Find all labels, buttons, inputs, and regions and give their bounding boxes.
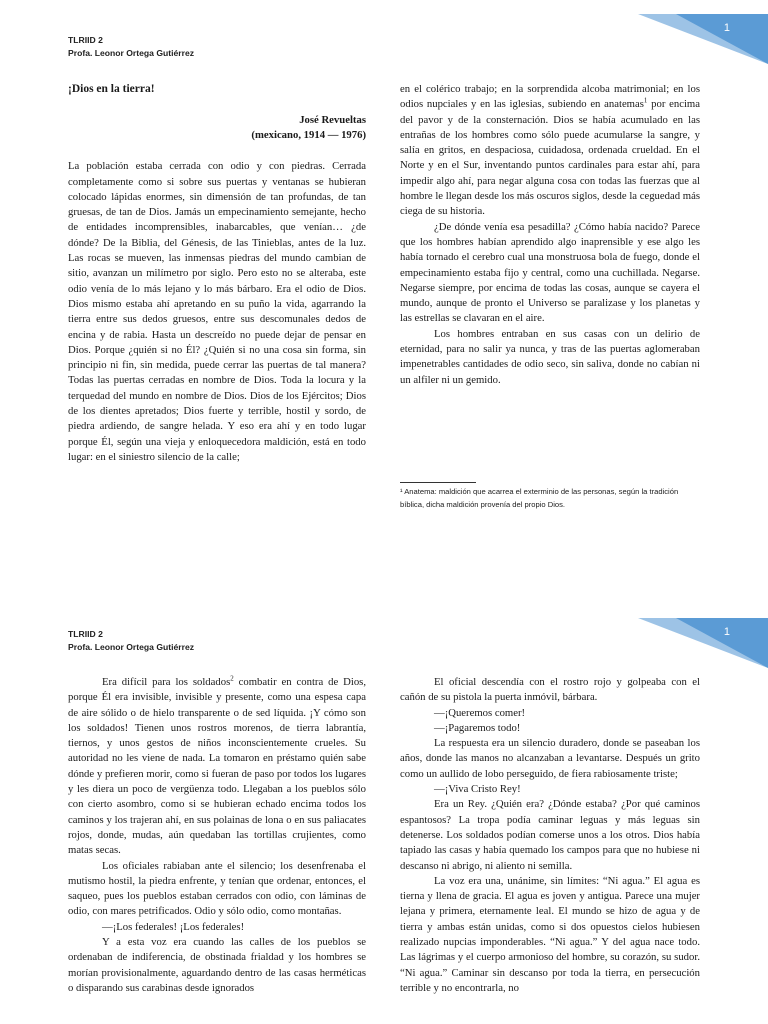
corner-ribbon-decoration (638, 618, 768, 668)
paragraph: ¿De dónde venía esa pesadilla? ¿Cómo había nacido? Parece que los hombres habían aprendido algo inaprensible y ese algo les había tornado el cerebro cual una monstruosa bola de fuego, donde el empecinamiento estaba fijo y central, como una cuchillada. Negarse. Negarse siempre, por encima de todas las cosas, aunque se cayera el mundo, aunque de pronto el Universo se paralizase y los planetas y las estrellas se clavaran en el aire. (400, 220, 700, 325)
right-column (400, 675, 700, 996)
header-teacher: Profa. Leonor Ortega Gutiérrez (68, 642, 195, 652)
left-column (68, 675, 366, 996)
paragraph: La población estaba cerrada con odio y con piedras. Cerrada completamente como si sobre sus puertas y ventanas se hubieran colocado lápidas enormes, sin dimensión de tan profundas, de tan gruesas, de tan de Dios. Jamás un empecinamiento semejante, hecho de entidades incomprensibles, inabarcables, que venían… ¿de dónde? De la Biblia, del Génesis, de las Tinieblas, antes de la luz. Las rocas se mueven, las inmensas piedras del mundo cambian de sitio, avanzan un milímetro por siglo. Pero esto no se alteraba, este odio venía de lo más lejano y lo más bárbaro. Era el odio de Dios. Dios mismo estaba ahí apretando en su puño la vida, agarrando la tierra entre sus dedos gruesos, entre sus descomunales dedos de encina y de rabia. Hasta un descreído no puede dejar de pensar en Dios. Porque ¿quién si no Él? ¿Quién si no una cosa sin forma, sin principio ni fin, sin medida, puede cerrar las puertas de tal manera? Todas las puertas cerradas en nombre de Dios. Toda la locura y la terquedad del mundo en nombre de Dios. Dios de los Ejércitos; Dios de los dientes apretados; Dios fuerte y terrible, hostil y sordo, de piedra ardiendo, de sangre helada. Y eso era ahí y en todo lugar porque Él, según una vieja y enloquecedora maldición, está en todo lugar: en el siniestro silencio de la calle; (68, 160, 366, 463)
story-title: ¡Dios en la tierra! (68, 83, 155, 95)
right-column (400, 82, 700, 388)
dialogue-line: —¡Pagaremos todo! (434, 721, 521, 734)
footnote-ref[interactable]: 1 (643, 96, 648, 105)
corner-ribbon-decoration (638, 14, 768, 64)
footnote: ¹ Anatema: maldición que acarrea el exterminio de las personas, según la tradición bíblica, dicha maldición provenía del propio Dios. (400, 487, 679, 509)
paragraph: El oficial descendía con el rostro rojo y golpeaba con el cañón de su pistola la puerta inmóvil, bárbara. (400, 676, 700, 704)
paragraph: La voz era una, unánime, sin límites: “Ni agua.” El agua es tierna y llena de gracia. El agua es joven y antigua. Parece una mujer lejana y primera, eternamente leal. El mundo se hizo de agua y de tierra y ambas están unidas, como si dos opuestos cielos hubiesen realizado nupcias imponderables. “Ni agua.” Y del agua nace todo. Las lágrimas y el cuerpo armonioso del hombre, su corazón, su sudor. “Ni agua.” Caminar sin descanso por toda la tierra, en persecución terrible y no encontrarla, no (400, 874, 700, 994)
paragraph: Y a esta voz era cuando las calles de los pueblos se ordenaban de indiferencia, de obstinada frialdad y los hombres se morían provisionalmente, aguardando dentro de las casas herméticas o disparando sus carabinas desde ignorados (68, 936, 366, 994)
footnote-ref[interactable]: 2 (230, 674, 234, 683)
dialogue-line: —¡Viva Cristo Rey! (434, 783, 521, 796)
dialogue-line: —¡Queremos comer! (434, 706, 526, 719)
header-course: TLRIID 2 (68, 629, 103, 639)
page-number: 1 (723, 22, 730, 34)
paragraph: La respuesta era un silencio duradero, donde se paseaban los años, donde las manos no alcanzaban a levantarse. Después un grito como un aullido de lobo perseguido, de fiera rabiosamente triste; (400, 737, 700, 780)
left-column (68, 82, 366, 465)
header-course: TLRIID 2 (68, 35, 103, 45)
page-gap (0, 512, 768, 604)
document-page-2 (0, 604, 768, 1024)
paragraph: Era un Rey. ¿Quién era? ¿Dónde estaba? ¿Por qué caminos espantosos? La tropa podía caminar leguas y más leguas sin detenerse. Los soldados podían comerse unos a los otros. Dios había tapiado las casas y había quemado los campos para que no hubiese ni descanso ni abrigo, ni aliento ni semilla. (400, 798, 700, 872)
page-number: 1 (723, 626, 730, 638)
page-header (68, 34, 194, 60)
author-name: José Revueltas (299, 114, 366, 127)
dialogue-line: —¡Los federales! ¡Los federales! (102, 920, 245, 933)
paragraph: Los oficiales rabiaban ante el silencio; los desenfrenaba el mutismo hostil, la piedra enfrente, y tenían que ordenar, entonces, el saqueo, pues los pueblos estaban cerrados con odio, con láminas de odio, con mares petrificados. Odio y sólo odio, como montañas. (68, 859, 366, 918)
paragraph: en el colérico trabajo; en la sorprendida alcoba matrimonial; en los odios nupciales y en las iglesias, subiendo en anatemas$^1$ por encima del pavor y de la consternación. Dios se había acumulado en las entrañas de los hombres como sólo puede acumularse la sangre, y salía en gritos, en despaciosa, cuidadosa, ordenada crueldad. En el Norte y en el Sur, inventando puntos cardinales para estar ahí, para impedir algo ahí, para negar alguna cosa con todas las fuerzas que al hombre le llegan desde los más oscuros siglos, desde la ceguedad más ciega de su historia. (400, 83, 700, 218)
author-dates: (mexicano, 1914 — 1976) (251, 129, 366, 142)
paragraph: Era difícil para los soldados$^2$ combatir en contra de Dios, porque Él era invisible, invisible y presente, como una espesa capa de aire sólido o de hielo transparente o de sed líquida. ¡Y cómo son los soldados! Tienen unos rostros morenos, de tierra labrantía, tiernos, y unos gestos de niños inconscientemente crueles. Su autoridad no les viene de nada. La tomaron en préstamo quién sabe dónde y prefieren morir, como si fueran de paso por todos los lugares y les diera un poco de vergüenza todo. Llegaban a los pueblos sólo con cierto asombro, como si se hubieran echado encima todos los caminos y los trajeran ahí, en sus polainas de lona o en sus paliacates rojos, donde, mudas, aún quedaban las tortillas crujientes, como matas secas. (68, 674, 366, 857)
header-teacher: Profa. Leonor Ortega Gutiérrez (68, 48, 195, 58)
footnote-divider (400, 482, 476, 483)
page-header (68, 628, 194, 654)
paragraph: Los hombres entraban en sus casas con un delirio de eternidad, para no salir ya nunca, y tras de las puertas aglomeraban impenetrables cantidades de odio seco, sin saliva, donde no cabían ni un alfiler ni un gemido. (400, 327, 700, 386)
